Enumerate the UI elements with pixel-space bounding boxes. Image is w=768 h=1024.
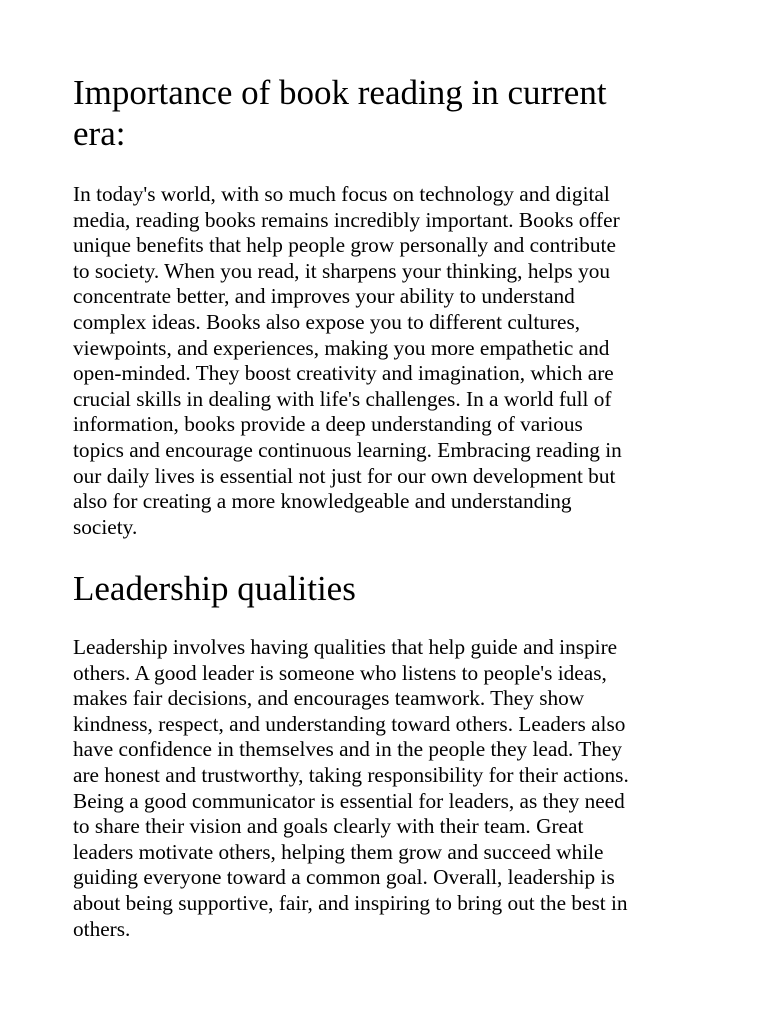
paragraph-line: society. bbox=[73, 514, 138, 539]
paragraph-line: are honest and trustworthy, taking responsibility for their actions. bbox=[73, 762, 629, 787]
paragraph-line: Leadership involves having qualities that help guide and inspire bbox=[73, 635, 618, 659]
paragraph-line: others. bbox=[73, 916, 131, 941]
paragraph-line: have confidence in themselves and in the people they lead. They bbox=[73, 737, 622, 762]
paragraph-line: our daily lives is essential not just for our own development but bbox=[73, 463, 616, 488]
paragraph-line: guiding everyone toward a common goal. Overall, leadership is bbox=[73, 865, 615, 890]
paragraph-line: In today's world, with so much focus on technology and digital bbox=[73, 182, 610, 206]
paragraph-line: others. A good leader is someone who listens to people's ideas, bbox=[73, 660, 607, 685]
paragraph-line: makes fair decisions, and encourages teamwork. They show bbox=[73, 686, 585, 711]
heading-line: Leadership qualities bbox=[73, 569, 356, 608]
paragraph-line: open-minded. They boost creativity and imagination, which are bbox=[73, 361, 614, 386]
heading-line: era: bbox=[73, 114, 126, 153]
paragraph-line: crucial skills in dealing with life's challenges. In a world full of bbox=[73, 386, 612, 411]
paragraph-line: information, books provide a deep understanding of various bbox=[73, 412, 583, 437]
paragraph-line: concentrate better, and improves your ability to understand bbox=[73, 284, 575, 309]
section-paragraph-leadership bbox=[73, 635, 703, 942]
paragraph-line: complex ideas. Books also expose you to different cultures, bbox=[73, 309, 581, 334]
paragraph-line: topics and encourage continuous learning. Embracing reading in bbox=[73, 437, 622, 462]
paragraph-line: Being a good communicator is essential for leaders, as they need bbox=[73, 788, 625, 813]
paragraph-line: leaders motivate others, helping them grow and succeed while bbox=[73, 839, 604, 864]
section-heading-book-reading bbox=[73, 72, 693, 154]
section-paragraph-book-reading bbox=[73, 182, 703, 540]
paragraph-line: to share their vision and goals clearly with their team. Great bbox=[73, 814, 584, 839]
paragraph-line: kindness, respect, and understanding toward others. Leaders also bbox=[73, 711, 626, 736]
paragraph-line: about being supportive, fair, and inspiring to bring out the best in bbox=[73, 890, 628, 915]
paragraph-line: to society. When you read, it sharpens your thinking, helps you bbox=[73, 258, 611, 283]
section-heading-leadership bbox=[73, 568, 693, 609]
paragraph-line: also for creating a more knowledgeable and understanding bbox=[73, 489, 572, 514]
paragraph-line: unique benefits that help people grow personally and contribute bbox=[73, 233, 616, 258]
paragraph-line: viewpoints, and experiences, making you more empathetic and bbox=[73, 335, 610, 360]
paragraph-line: media, reading books remains incredibly important. Books offer bbox=[73, 207, 620, 232]
heading-line: Importance of book reading in current bbox=[73, 73, 607, 112]
